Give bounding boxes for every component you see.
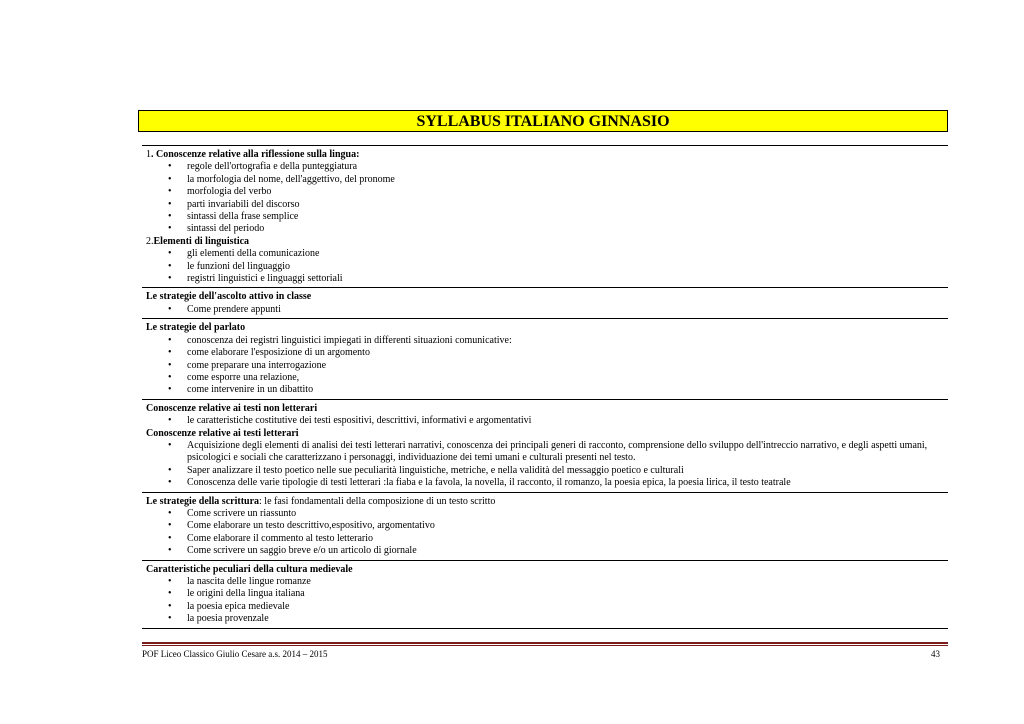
section-testi <box>142 400 948 493</box>
bullet-list <box>146 415 948 427</box>
syllabus-content <box>142 145 948 629</box>
section-parlato <box>142 319 948 399</box>
list-item: • le origini della lingua italiana <box>168 588 305 600</box>
section-heading: Le strategie dell'ascolto attivo in classe <box>146 291 312 303</box>
list-item: • come intervenire in un dibattito <box>168 384 314 396</box>
list-item: • registri linguistici e linguaggi settoriali <box>168 273 343 285</box>
list-item: • Come elaborare un testo descrittivo,espositivo, argomentativo <box>168 520 435 532</box>
bullet-list <box>146 508 948 558</box>
section-scrittura <box>142 493 948 561</box>
section-heading: Le strategie del parlato <box>146 322 246 334</box>
list-item: • parti invariabili del discorso <box>168 198 300 210</box>
list-item: • sintassi del periodo <box>168 223 265 235</box>
list-item: • le caratteristiche costitutive dei testi espositivi, descrittivi, informativi e argomentativi <box>168 415 532 427</box>
list-item: • Come elaborare il commento al testo letterario <box>168 532 374 544</box>
list-item: • Come scrivere un saggio breve e/o un articolo di giornale <box>168 545 417 557</box>
bullet-list <box>146 304 948 316</box>
footer-rule <box>142 645 948 646</box>
list-item: • le funzioni del linguaggio <box>168 260 291 272</box>
list-item: • Acquisizione degli elementi di analisi dei testi letterari narrativi, conoscenza dei principali generi di racconto, comprensione dello sviluppo dell'intreccio narrativo, e degli aspetti umani, psicologici e sociali che caratterizzano i personaggi, individuazione dei temi umani e culturali presenti nel testo. <box>168 439 928 464</box>
footer-rule <box>142 642 948 644</box>
list-item: • Conoscenza delle varie tipologie di testi letterari :la fiaba e la favola, la novella, il racconto, il romanzo, la poesia epica, la poesia lirica, il testo teatrale <box>168 477 791 489</box>
list-item: • regole dell'ortografia e della punteggiatura <box>168 161 358 173</box>
section-ascolto <box>142 288 948 319</box>
list-item: • Come prendere appunti <box>168 303 281 315</box>
section-lingua <box>142 146 948 288</box>
list-item: • come esporre una relazione, <box>168 371 300 383</box>
list-item: • gli elementi della comunicazione <box>168 248 320 260</box>
section-heading: Caratteristiche peculiari della cultura medievale <box>146 563 353 575</box>
list-item: • come elaborare l'esposizione di un argomento <box>168 347 370 359</box>
section-medievale <box>142 561 948 629</box>
bullet-list <box>146 335 948 397</box>
bullet-list <box>146 576 948 626</box>
list-item: • la nascita delle lingue romanze <box>168 576 311 587</box>
list-item: • come preparare una interrogazione <box>168 359 327 371</box>
section-subheading: 2.Elementi di linguistica <box>146 235 250 247</box>
section-heading: 1. Conoscenze relative alla riflessione sulla lingua: <box>146 149 360 160</box>
list-item: • la poesia provenzale <box>168 613 269 625</box>
bullet-list <box>146 440 948 490</box>
page-title: SYLLABUS ITALIANO GINNASIO <box>138 110 948 132</box>
list-item: • sintassi della frase semplice <box>168 211 299 223</box>
list-item: • Come scrivere un riassunto <box>168 507 297 519</box>
page-number: 43 <box>931 649 940 659</box>
list-item: • Saper analizzare il testo poetico nelle sue peculiarità linguistiche, metriche, e nella validità del messaggio poetico e culturali <box>168 464 684 476</box>
list-item: • la morfologia del nome, dell'aggettivo, del pronome <box>168 173 395 185</box>
list-item: • la poesia epica medievale <box>168 600 290 612</box>
bullet-list <box>146 248 948 285</box>
bullet-list <box>146 161 948 235</box>
section-subheading: Conoscenze relative ai testi letterari <box>146 427 299 439</box>
section-heading: Conoscenze relative ai testi non letterari <box>146 402 318 414</box>
section-heading: Le strategie della scrittura: le fasi fondamentali della composizione di un testo scritto <box>146 495 496 507</box>
list-item: • morfologia del verbo <box>168 186 272 198</box>
list-item: • conoscenza dei registri linguistici impiegati in differenti situazioni comunicative: <box>168 334 512 346</box>
footer-text: POF Liceo Classico Giulio Cesare a.s. 2014 – 2015 <box>142 649 328 659</box>
